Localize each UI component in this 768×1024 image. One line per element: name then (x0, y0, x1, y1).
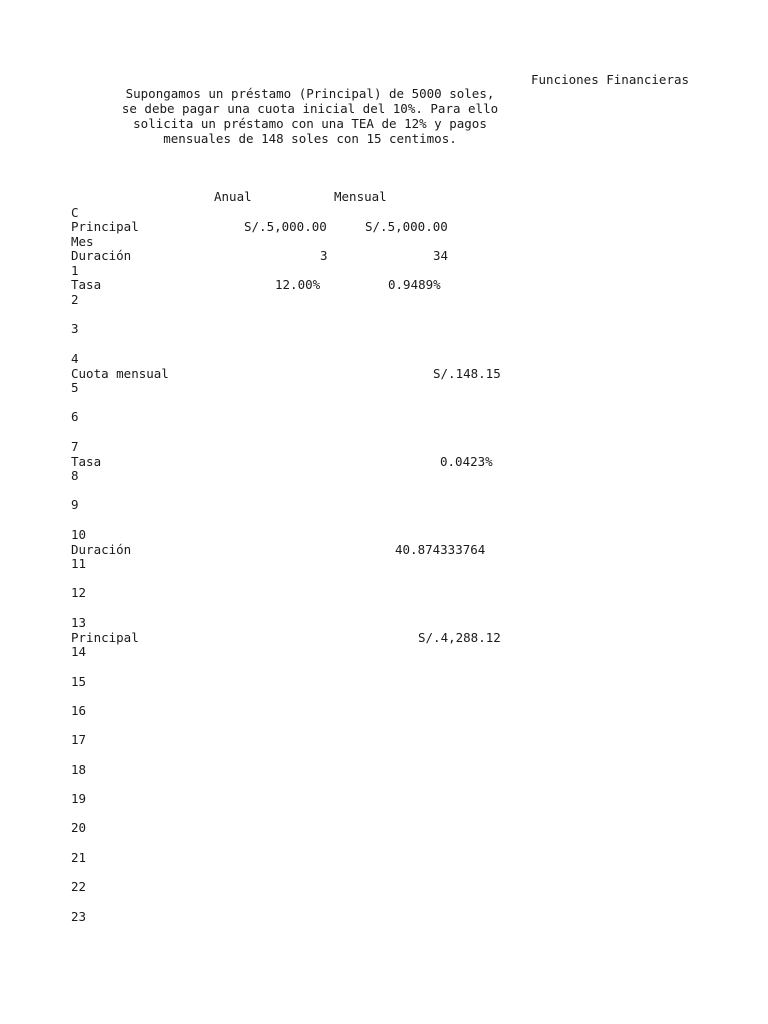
column-header-monthly: Mensual (334, 189, 387, 204)
monthly-payment-label: Cuota mensual (71, 366, 169, 381)
principal-label: Principal (71, 219, 139, 234)
page-title: Funciones Financieras (531, 72, 690, 87)
row-marker-8: 8 (71, 468, 79, 483)
row-marker-22: 22 (71, 879, 87, 894)
row-marker-17: 17 (71, 732, 87, 747)
duration-result-label: Duración (71, 542, 132, 557)
problem-line-4: mensuales de 148 soles con 15 centimos. (163, 131, 457, 146)
duration-result-value: 40.874333764 (395, 542, 486, 557)
rate-label: Tasa (71, 277, 102, 292)
row-marker-21: 21 (71, 850, 87, 865)
row-marker-18: 18 (71, 762, 87, 777)
problem-line-3: solicita un préstamo con una TEA de 12% y pagos (133, 116, 487, 131)
row-marker-19: 19 (71, 791, 87, 806)
row-marker-4: 4 (71, 351, 79, 366)
duration-monthly-value: 34 (433, 248, 449, 263)
row-marker-9: 9 (71, 497, 79, 512)
row-marker-11: 11 (71, 556, 87, 571)
rate-result-value: 0.0423% (440, 454, 493, 469)
row-marker-14: 14 (71, 644, 87, 659)
row-marker-3: 3 (71, 321, 79, 336)
problem-line-1: Supongamos un préstamo (Principal) de 5000 soles, (125, 86, 495, 101)
row-marker-c: C (71, 205, 79, 220)
row-marker-1: 1 (71, 263, 79, 278)
principal-result-label: Principal (71, 630, 139, 645)
column-header-annual: Anual (214, 189, 252, 204)
row-marker-mes: Mes (71, 234, 94, 249)
row-marker-13: 13 (71, 615, 87, 630)
principal-annual-value: S/.5,000.00 (244, 219, 327, 234)
duration-label: Duración (71, 248, 132, 263)
row-marker-10: 10 (71, 527, 87, 542)
row-marker-20: 20 (71, 820, 87, 835)
row-marker-16: 16 (71, 703, 87, 718)
row-marker-2: 2 (71, 292, 79, 307)
row-marker-15: 15 (71, 674, 87, 689)
problem-line-2: se debe pagar una cuota inicial del 10%. Para ello (121, 101, 499, 116)
duration-annual-value: 3 (320, 248, 328, 263)
rate-monthly-value: 0.9489% (388, 277, 441, 292)
rate-annual-value: 12.00% (275, 277, 321, 292)
principal-monthly-value: S/.5,000.00 (365, 219, 448, 234)
row-marker-6: 6 (71, 409, 79, 424)
row-marker-7: 7 (71, 439, 79, 454)
row-marker-12: 12 (71, 585, 87, 600)
rate-result-label: Tasa (71, 454, 102, 469)
principal-result-value: S/.4,288.12 (418, 630, 501, 645)
row-marker-5: 5 (71, 380, 79, 395)
monthly-payment-value: S/.148.15 (433, 366, 501, 381)
row-marker-23: 23 (71, 909, 87, 924)
